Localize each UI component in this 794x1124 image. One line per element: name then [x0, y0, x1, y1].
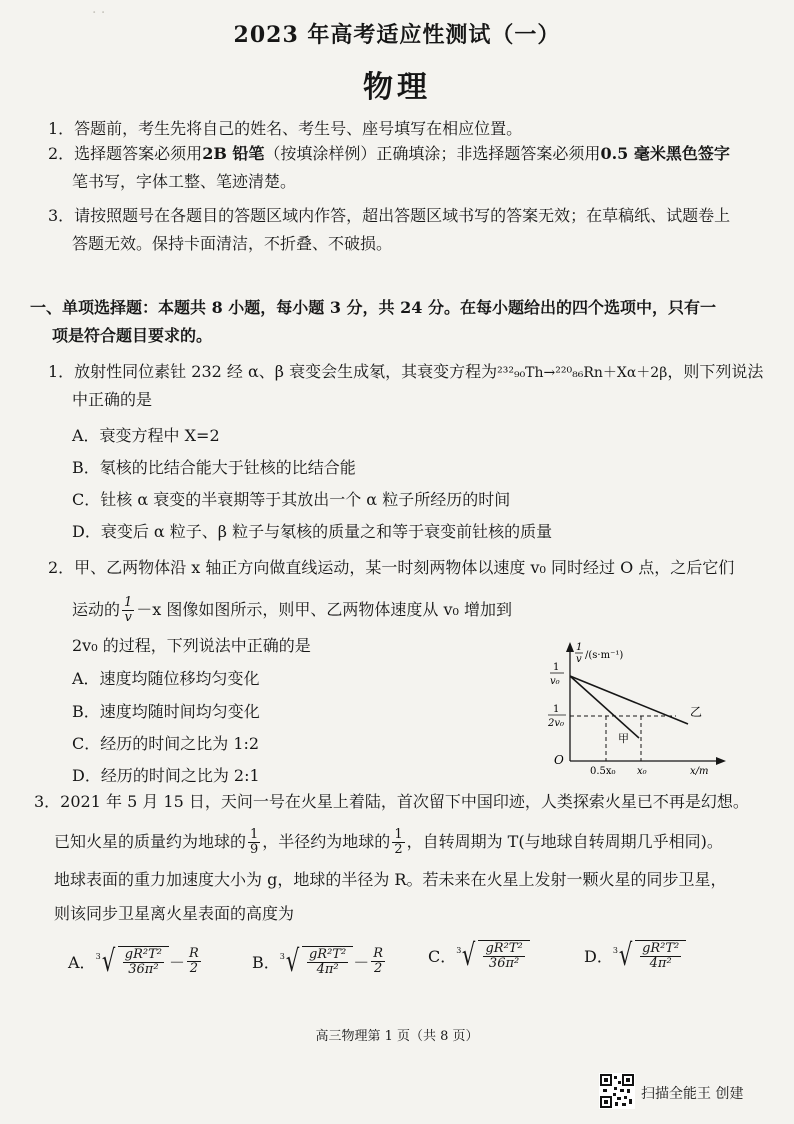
subject-title: 物理	[363, 70, 431, 105]
q3-option-b: B． 3 √ $\frac{\text{gR²T²}}{\text{4π²}}$ － $\frac{R}{2}$	[252, 943, 384, 979]
graph-x-tick-full: x₀	[637, 766, 647, 776]
q1-option-b: B．氡核的比结合能大于钍核的比结合能	[72, 458, 356, 477]
scanner-watermark: 扫描全能王 创建	[641, 1086, 744, 1102]
graph-y-frac-num: 1	[576, 642, 583, 653]
q2-option-b: B．速度均随时间均匀变化	[72, 702, 260, 721]
q2-stem: 2．甲、乙两物体沿 x 轴正方向做直线运动，某一时刻两物体以速度 v₀ 同时经过 O 点，之后它们	[48, 558, 735, 577]
q1-stem: 1．放射性同位素钍 232 经 α、β 衰变会生成氡，其衰变方程为²³²₉₀Th→²²⁰₈₆Rn＋Xα＋2β，则下列说法	[48, 362, 764, 381]
instruction-2: 2．选择题答案必须用2B 铅笔（按填涂样例）正确填涂；非选择题答案必须用0.5 毫米黑色签字	[48, 144, 730, 163]
graph-y-frac-den: v	[576, 654, 582, 665]
instruction-3: 3．请按照题号在各题目的答题区域内作答，超出答题区域书写的答案无效；在草稿纸、试题卷上	[48, 206, 731, 225]
graph-x-label: x/m	[690, 766, 709, 776]
q3-option-a: A． 3 √ $\frac{\text{gR²T²}}{\text{36π²}}$ － $\frac{R}{2}$	[68, 943, 199, 979]
q2-stem-cont-2: 2v₀ 的过程，下列说法中正确的是	[72, 636, 311, 655]
graph-y-mid-den: 2v₀	[548, 718, 565, 729]
q2-option-d: D．经历的时间之比为 2:1	[72, 766, 260, 785]
instruction-2-cont: 笔书写，字体工整、笔迹清楚。	[72, 172, 297, 191]
q2-stem-cont: 运动的 $\frac{1}{v}$ －x 图像如图所示，则甲、乙两物体速度从 v₀ 增加到	[72, 595, 513, 625]
q1-option-a: A．衰变方程中 X=2	[72, 426, 220, 445]
graph-y-label: /(s·m⁻¹)	[585, 650, 624, 661]
q3-option-c: C． 3 √ $\frac{\text{gR²T²}}{\text{36π²}}$	[428, 940, 530, 971]
page-footer: 高三物理第 1 页（共 8 页）	[315, 1029, 479, 1044]
q3-option-d: D． 3 √ $\frac{\text{gR²T²}}{\text{4π²}}$	[584, 940, 686, 971]
q2-option-c: C．经历的时间之比为 1:2	[72, 734, 260, 753]
q3-stem: 3．2021 年 5 月 15 日，天问一号在火星上着陆，首次留下中国印迹，人类探索火星已不再是幻想。	[34, 792, 749, 811]
q1-option-d: D．衰变后 α 粒子、β 粒子与氡核的质量之和等于衰变前钍核的质量	[72, 522, 553, 541]
section-header-cont: 项是符合题目要求的。	[52, 326, 213, 345]
qr-code-icon	[599, 1073, 635, 1109]
section-header: 一、单项选择题：本题共 8 小题，每小题 3 分，共 24 分。在每小题给出的四个选项中，只有一	[30, 298, 716, 317]
graph-origin: O	[554, 753, 564, 767]
graph-y-top-num: 1	[553, 662, 560, 673]
graph-line-jia	[570, 676, 639, 738]
bleed-through-mark: · ·	[92, 5, 106, 21]
q3-stem-cont: 已知火星的质量约为地球的 $\frac{1}{9}$ ，半径约为地球的 $\frac{1}{2}$ ，自转周期为 T(与地球自转周期几乎相同)。	[54, 827, 723, 857]
q1-option-c: C．钍核 α 衰变的半衰期等于其放出一个 α 粒子所经历的时间	[72, 490, 511, 509]
q3-stem-cont-2: 地球表面的重力加速度大小为 g，地球的半径为 R。若未来在火星上发射一颗火星的同步卫星，	[54, 870, 727, 889]
q1-equation: ²³²₉₀Th→²²⁰₈₆Rn＋Xα＋2β	[497, 365, 668, 381]
graph-y-top-den: v₀	[550, 676, 560, 687]
graph-label-jia: 甲	[618, 732, 629, 745]
exam-title: 2023 年高考适应性测试（一）	[233, 22, 561, 48]
graph-x-tick-half: 0.5x₀	[590, 766, 616, 776]
graph-y-mid-num: 1	[553, 704, 560, 715]
graph-line-yi	[570, 676, 688, 724]
graph-y-arrow	[566, 642, 574, 652]
instruction-3-cont: 答题无效。保持卡面清洁，不折叠、不破损。	[72, 234, 393, 253]
graph-x-arrow	[716, 757, 726, 765]
instruction-1: 1．答题前，考生先将自己的姓名、考生号、座号填写在相应位置。	[48, 119, 523, 138]
q2-option-a: A．速度均随位移均匀变化	[72, 669, 260, 688]
q3-stem-cont-3: 则该同步卫星离火星表面的高度为	[54, 904, 295, 923]
q1-stem-cont: 中正确的是	[72, 390, 153, 409]
q2-graph	[540, 636, 730, 776]
graph-label-yi: 乙	[690, 705, 703, 719]
